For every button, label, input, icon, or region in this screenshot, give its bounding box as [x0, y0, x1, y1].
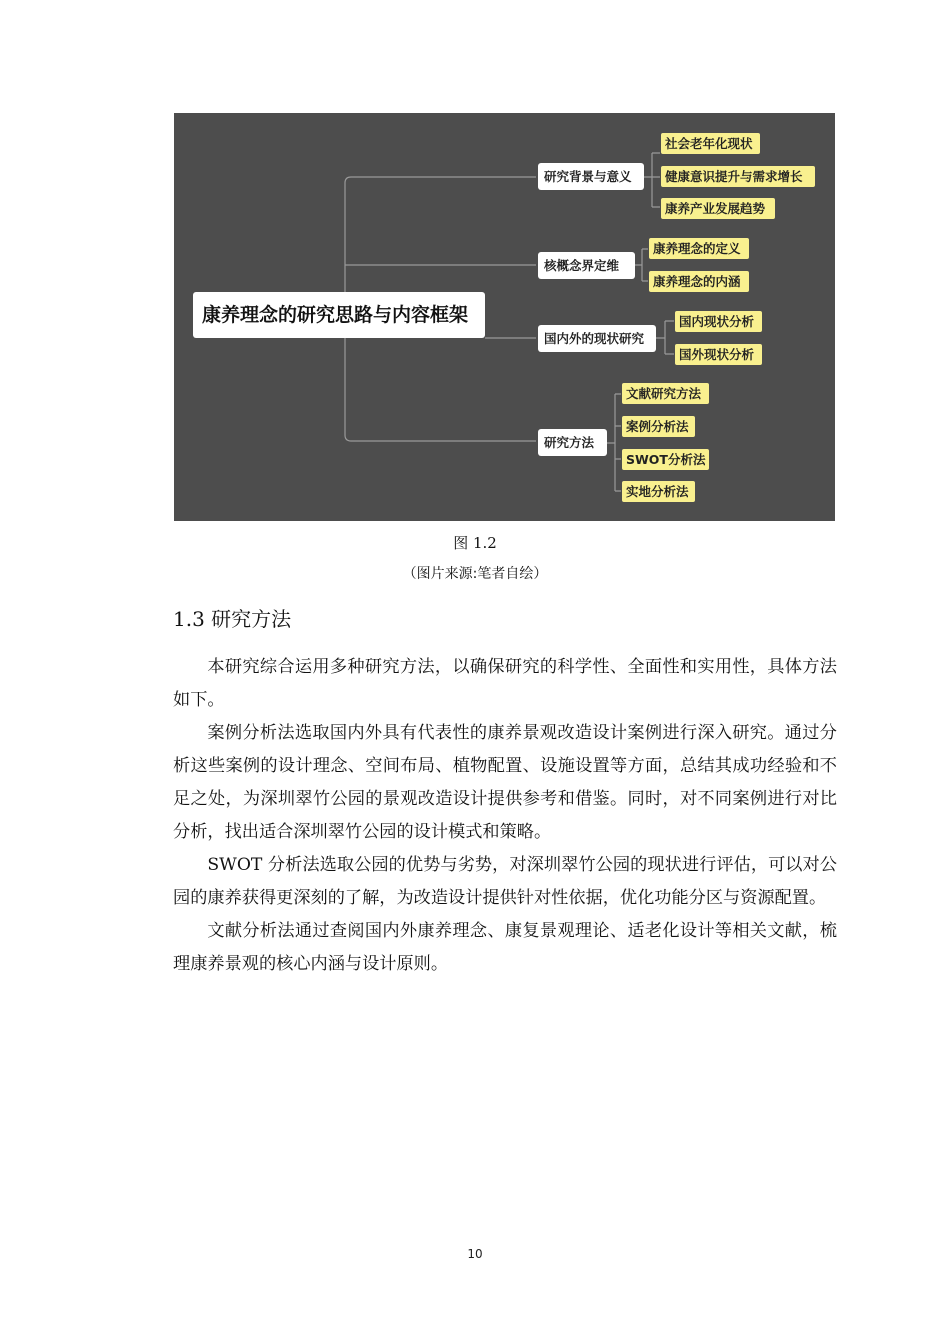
mindmap-figure: [174, 113, 835, 521]
paragraph-intro: 本研究综合运用多种研究方法，以确保研究的科学性、全面性和实用性，具体方法如下。: [173, 657, 837, 710]
mindmap-branch-status: 国内外的现状研究: [538, 325, 656, 352]
section-body: [173, 651, 837, 981]
paragraph-swot: SWOT 分析法选取公园的优势与劣势，对深圳翠竹公园的现状进行评估，可以对公园的康养获得更深刻的了解，为改造设计提供针对性依据，优化功能分区与资源配置。: [173, 855, 837, 908]
figure-source: （图片来源:笔者自绘）: [402, 566, 548, 582]
mindmap-leaf: SWOT分析法: [622, 449, 709, 470]
page-number: 10: [467, 1247, 483, 1261]
mindmap-branch-methods: 研究方法: [538, 429, 607, 456]
paragraph-case-analysis: 案例分析法选取国内外具有代表性的康养景观改造设计案例进行深入研究。通过分析这些案例的设计理念、空间布局、植物配置、设施设置等方面，总结其成功经验和不足之处，为深圳翠竹公园的景观改造设计提供参考和借鉴。同时，对不同案例进行对比分析，找出适合深圳翠竹公园的设计模式和策略。: [173, 723, 837, 842]
mindmap-leaf: 案例分析法: [622, 416, 695, 437]
mindmap-leaf: 康养理念的内涵: [649, 271, 749, 292]
connector-b2-leaves: [635, 249, 648, 281]
mindmap-leaf: 社会老年化现状: [661, 133, 760, 154]
mindmap-root: 康养理念的研究思路与内容框架: [193, 292, 485, 338]
mindmap-leaf: 文献研究方法: [622, 383, 709, 404]
mindmap-branch-background: 研究背景与意义: [538, 163, 644, 190]
figure-caption: 图 1.2: [453, 534, 497, 552]
mindmap-leaf: 康养理念的定义: [649, 238, 749, 259]
mindmap-branch-concepts: 核概念界定维: [538, 252, 635, 279]
mindmap-leaf: 健康意识提升与需求增长: [661, 166, 815, 187]
connector-b3-leaves: [656, 321, 674, 354]
mindmap-leaf: 康养产业发展趋势: [661, 198, 775, 219]
connector-b1-leaves: [644, 153, 660, 207]
mindmap-leaf: 国外现状分析: [675, 344, 762, 365]
mindmap-leaf: 实地分析法: [622, 481, 695, 502]
section-heading: 1.3 研究方法: [173, 607, 292, 631]
mindmap-leaf: 国内现状分析: [675, 311, 762, 332]
connector-b4-leaves: [607, 394, 621, 491]
paragraph-literature: 文献分析法通过查阅国内外康养理念、康复景观理论、适老化设计等相关文献，梳理康养景观的核心内涵与设计原则。: [173, 921, 837, 974]
